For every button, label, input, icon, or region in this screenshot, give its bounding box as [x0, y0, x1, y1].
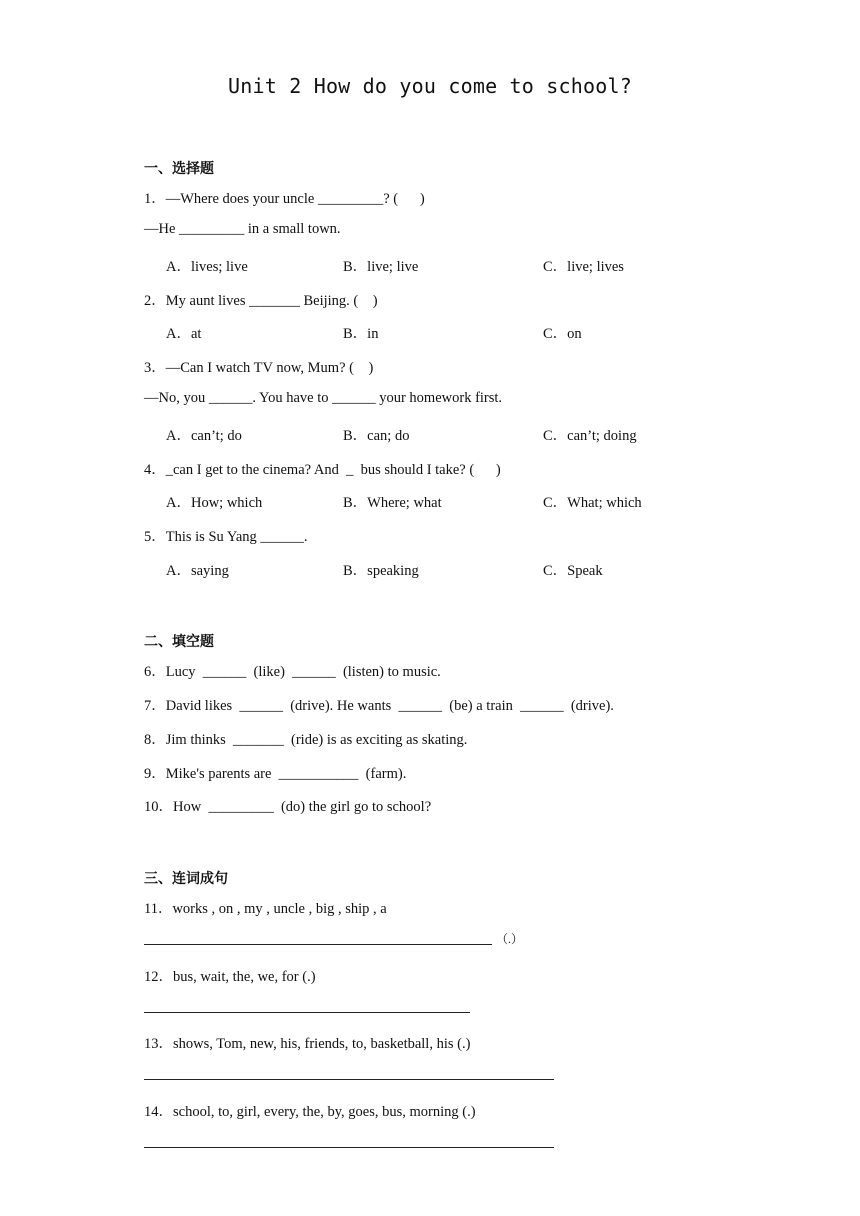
question-7: 7．David likes ______ (drive). He wants ______ (be) a train ______ (drive). — [144, 698, 614, 714]
question-4-option-b: B．Where; what — [343, 495, 442, 511]
question-4-option-a: A．How; which — [166, 495, 263, 511]
question-11: 11．works , on , my , uncle , big , ship , a — [144, 901, 387, 917]
question-11-period-hint: （.） — [496, 932, 524, 946]
question-3-option-a: A．can’t; do — [166, 428, 242, 444]
answer-line-14 — [144, 1147, 554, 1148]
answer-line-13 — [144, 1079, 554, 1080]
question-2-option-b: B．in — [343, 326, 379, 342]
question-2-line-1: 2．My aunt lives _______ Beijing. ( ) — [144, 293, 378, 309]
page-title: Unit 2 How do you come to school? — [228, 74, 632, 98]
question-1-line-1: 1．—Where does your uncle _________? ( ) — [144, 191, 425, 207]
question-3-option-b: B．can; do — [343, 428, 410, 444]
question-1-option-b: B．live; live — [343, 259, 419, 275]
section-heading-sentence-building: 三、连词成句 — [144, 871, 228, 887]
question-1-option-c: C．live; lives — [543, 259, 624, 275]
question-1-option-a: A．lives; live — [166, 259, 248, 275]
question-3-line-1: 3．—Can I watch TV now, Mum? ( ) — [144, 360, 374, 376]
question-3-line-2: —No, you ______. You have to ______ your homework first. — [144, 390, 503, 406]
question-8: 8．Jim thinks _______ (ride) is as exciting as skating. — [144, 732, 468, 748]
question-13: 13．shows, Tom, new, his, friends, to, basketball, his (.) — [144, 1036, 471, 1052]
question-5-option-a: A．saying — [166, 563, 229, 579]
question-5-line-1: 5．This is Su Yang ______. — [144, 529, 308, 545]
question-1-line-2: —He _________ in a small town. — [144, 221, 341, 237]
section-heading-choice: 一、选择题 — [144, 161, 214, 177]
question-5-option-b: B．speaking — [343, 563, 419, 579]
question-3-option-c: C．can’t; doing — [543, 428, 637, 444]
answer-line-11 — [144, 944, 492, 945]
question-12: 12．bus, wait, the, we, for (.) — [144, 969, 316, 985]
question-9: 9．Mike's parents are ___________ (farm). — [144, 766, 407, 782]
answer-line-12 — [144, 1012, 470, 1013]
question-10: 10．How _________ (do) the girl go to school? — [144, 799, 432, 815]
question-2-option-a: A．at — [166, 326, 202, 342]
question-14: 14．school, to, girl, every, the, by, goes, bus, morning (.) — [144, 1104, 476, 1120]
section-heading-fill-in: 二、填空题 — [144, 634, 214, 650]
question-2-option-c: C．on — [543, 326, 582, 342]
question-5-option-c: C．Speak — [543, 563, 603, 579]
question-4-line-1: 4．_can I get to the cinema? And _ bus should I take? ( ) — [144, 462, 501, 478]
question-4-option-c: C．What; which — [543, 495, 642, 511]
question-6: 6．Lucy ______ (like) ______ (listen) to music. — [144, 664, 441, 680]
